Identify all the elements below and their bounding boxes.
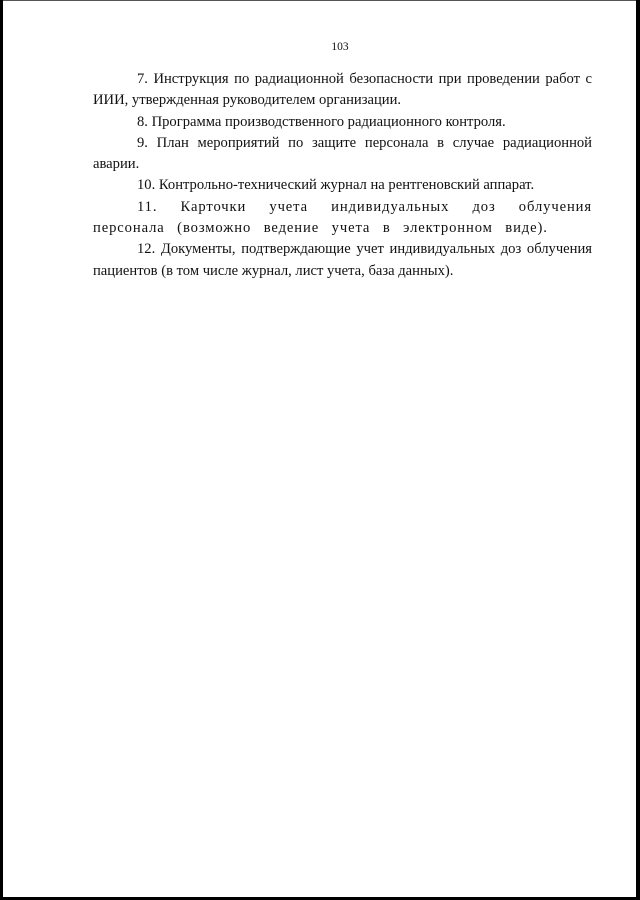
page-number: 103 [331, 41, 349, 53]
scan-edge-top [0, 0, 640, 1]
list-item-11: 11. Карточки учета индивидуальных доз облучения персонала (возможно ведение учета в электронном виде). [93, 198, 592, 237]
list-item-10: 10. Контрольно-технический журнал на рентгеновский аппарат. [137, 177, 535, 194]
document-body [93, 69, 592, 282]
list-item-8: 8. Программа производственного радиационного контроля. [137, 113, 506, 130]
list-item-7: 7. Инструкция по радиационной безопасности при проведении работ с ИИИ, утвержденная руководителем организации. [93, 71, 592, 109]
scan-edge-left [0, 0, 3, 900]
scan-edge-right [636, 0, 640, 900]
list-item-9: 9. План мероприятий по защите персонала в случае радиационной аварии. [93, 134, 592, 173]
list-item-12: 12. Документы, подтверждающие учет индивидуальных доз облучения пациентов (в том числе журнал, лист учета, база данных). [93, 241, 592, 279]
